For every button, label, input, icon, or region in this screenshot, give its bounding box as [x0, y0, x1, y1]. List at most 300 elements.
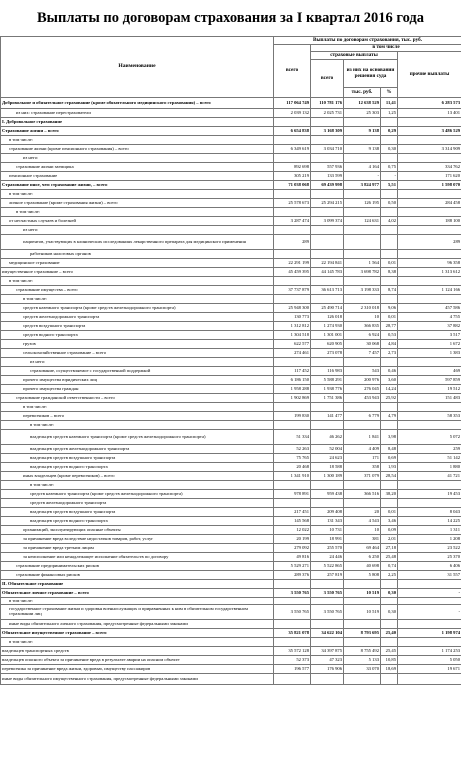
table-row — [1, 463, 461, 472]
row-value: 20 199 — [274, 535, 311, 544]
row-label: государственное страхование жизни и здоровья военнослужащих и приравненных к ним в обязательном государственном страховании лиц — [1, 605, 274, 620]
table-row — [1, 430, 461, 445]
row-value — [344, 499, 381, 508]
table-row — [1, 250, 461, 259]
row-value: 18 991 — [311, 535, 344, 544]
row-value: 358 — [344, 463, 381, 472]
row-value: 1 341 910 — [274, 472, 311, 481]
row-value: 25 578 673 — [274, 199, 311, 208]
table-row — [1, 638, 461, 647]
row-value — [311, 674, 344, 685]
row-label: страхование жизни (кроме пенсионного страхования) – всего — [1, 145, 274, 154]
row-label: иные виды обязательного имущественного страхования, предусмотренные федеральными законами — [1, 674, 274, 685]
row-value: 334 762 — [398, 163, 461, 172]
row-label: в том числе: — [1, 638, 274, 647]
row-value: 18,69 — [381, 665, 398, 674]
table-row — [1, 598, 461, 605]
row-value: 1 304 518 — [274, 331, 311, 340]
row-value: 381 — [344, 535, 381, 544]
row-value: 126 018 — [311, 313, 344, 322]
row-value — [344, 190, 381, 199]
row-value: 1 598 070 — [398, 181, 461, 190]
row-value — [311, 598, 344, 605]
row-value — [381, 620, 398, 629]
row-value — [311, 250, 344, 259]
row-value: 131 343 — [311, 517, 344, 526]
row-value: 19 512 — [398, 385, 461, 394]
row-label: владельцев опасного объекта за причинение вреда в результате аварии на опасном объекте — [1, 656, 274, 665]
row-value: 41 721 — [398, 472, 461, 481]
row-value — [381, 638, 398, 647]
row-value: 5 588 291 — [311, 376, 344, 385]
table-row — [1, 295, 461, 304]
row-value: 273 078 — [311, 349, 344, 358]
row-value: 7 457 — [344, 349, 381, 358]
row-value: 0,53 — [381, 331, 398, 340]
row-value: 6 779 — [344, 412, 381, 421]
row-value: 543 — [344, 367, 381, 376]
row-value: 305 219 — [274, 172, 311, 181]
row-value: 6 924 — [344, 331, 381, 340]
row-value — [398, 638, 461, 647]
row-value — [381, 403, 398, 412]
row-value: 892 698 — [274, 163, 311, 172]
row-value: 25 370 — [398, 553, 461, 562]
row-value: 3 517 — [398, 331, 461, 340]
row-label: страхование жизни заемщика — [1, 163, 274, 172]
row-value — [311, 190, 344, 199]
row-label: перевозчиков – всего — [1, 412, 274, 421]
row-value: 9 138 — [344, 145, 381, 154]
row-value: 3 550 765 — [311, 589, 344, 598]
row-value: 69 439 998 — [311, 181, 344, 190]
row-value: 2 025 731 — [311, 109, 344, 118]
row-label: Страхование жизни – всего — [1, 127, 274, 136]
row-value — [344, 136, 381, 145]
row-value: 52 373 — [274, 656, 311, 665]
row-value — [311, 499, 344, 508]
row-value — [381, 295, 398, 304]
row-label: из них: страхование перестрахователи — [1, 109, 274, 118]
table-row — [1, 499, 461, 508]
row-value: 51 334 — [274, 430, 311, 445]
row-value — [344, 421, 381, 430]
row-value: 469 — [398, 367, 461, 376]
row-label: в том числе: — [1, 598, 274, 605]
row-value: 3 287 474 — [274, 217, 311, 226]
row-value: 3 550 765 — [274, 605, 311, 620]
row-label: в том числе: — [1, 403, 274, 412]
table-row — [1, 349, 461, 358]
row-value — [381, 154, 398, 163]
row-label: владельцев средств водного транспорта — [1, 463, 274, 472]
row-label: за неисполнение или ненадлежащее исполнение обязательств по договору — [1, 553, 274, 562]
table-row — [1, 331, 461, 340]
row-value — [274, 421, 311, 430]
row-value: 151 483 — [398, 394, 461, 403]
row-value — [344, 208, 381, 217]
row-label: средств железнодорожного транспорта — [1, 313, 274, 322]
row-label: организаций, эксплуатирующих опасные объекты — [1, 526, 274, 535]
row-value: 3 550 765 — [274, 589, 311, 598]
table-row — [1, 526, 461, 535]
row-value: 141 477 — [311, 412, 344, 421]
row-label: страхование гражданской ответственности – всего — [1, 394, 274, 403]
table-row — [1, 580, 461, 589]
row-value: 28,54 — [381, 472, 398, 481]
row-value — [311, 154, 344, 163]
row-label: грузов — [1, 340, 274, 349]
header-court-rub: тыс. руб. — [344, 88, 381, 98]
row-value — [274, 358, 311, 367]
row-value: 4,02 — [381, 217, 398, 226]
table-row — [1, 226, 461, 235]
table-row — [1, 208, 461, 217]
row-value: 52 263 — [274, 445, 311, 454]
row-value: 5 522 865 — [311, 562, 344, 571]
row-value: 0,01 — [381, 313, 398, 322]
row-value: 22 194 841 — [311, 259, 344, 268]
row-value: 10 519 — [344, 605, 381, 620]
row-label: иные виды обязательного личного страхования, предусмотренные федеральными законами — [1, 620, 274, 629]
page-title: Выплаты по договорам страхования за I квартал 2016 года — [36, 9, 425, 26]
row-value: 289 — [398, 235, 461, 250]
row-value: 1 751 386 — [311, 394, 344, 403]
row-value: 200 976 — [344, 376, 381, 385]
table-row — [1, 385, 461, 394]
row-value: 110 781 176 — [311, 98, 344, 109]
row-value: 25 490 714 — [311, 304, 344, 313]
row-label: иных владельцев (кроме перевозчиков) – всего — [1, 472, 274, 481]
row-label: личное страхование (кроме страхования жизни) – всего — [1, 199, 274, 208]
row-value — [344, 620, 381, 629]
header-incl: в том числе — [311, 45, 461, 52]
row-value — [381, 674, 398, 685]
row-value: 188 100 — [398, 217, 461, 226]
row-value: 46 262 — [311, 430, 344, 445]
row-value: 124 631 — [344, 217, 381, 226]
header-other: прочие выплаты — [398, 52, 461, 98]
header-court-pct: % — [381, 88, 398, 98]
row-value: 14 225 — [398, 517, 461, 526]
row-value: 2,25 — [381, 571, 398, 580]
row-value — [311, 208, 344, 217]
table-row — [1, 553, 461, 562]
row-value — [274, 481, 311, 490]
row-value: 22 291 199 — [274, 259, 311, 268]
row-value — [381, 226, 398, 235]
table-row — [1, 98, 461, 109]
row-value: 255 570 — [311, 544, 344, 553]
row-value: 5,51 — [381, 181, 398, 190]
row-value: 25 303 — [344, 109, 381, 118]
row-value: 58 353 — [398, 412, 461, 421]
row-value — [398, 136, 461, 145]
row-label: страхование предпринимательских рисков — [1, 562, 274, 571]
row-value: 20 468 — [274, 463, 311, 472]
table-row — [1, 472, 461, 481]
table-row — [1, 259, 461, 268]
row-value — [381, 580, 398, 589]
row-value: 3 034 710 — [311, 145, 344, 154]
row-value: 959 438 — [311, 490, 344, 499]
row-value: 453 943 — [344, 394, 381, 403]
table-row — [1, 217, 461, 226]
row-label: владельцев средств железнодорожного транспорта — [1, 445, 274, 454]
row-value: 1 958 288 — [274, 385, 311, 394]
row-label: в том числе: — [1, 421, 274, 430]
row-value: 52 004 — [311, 445, 344, 454]
row-value: 1 174 253 — [398, 647, 461, 656]
row-value: 209 408 — [311, 508, 344, 517]
row-value — [381, 208, 398, 217]
row-label: из него: — [1, 154, 274, 163]
row-value — [398, 277, 461, 286]
row-value — [274, 638, 311, 647]
row-label: Страхование иное, чем страхование жизни, – всего — [1, 181, 274, 190]
table-row — [1, 304, 461, 313]
row-value: 3,60 — [381, 376, 398, 385]
row-label: владельцев средств наземного транспорта (кроме средств железнодорожного транспорта) — [1, 430, 274, 445]
row-value — [381, 235, 398, 250]
row-label: в том числе: — [1, 277, 274, 286]
row-label: страхование финансовых рисков — [1, 571, 274, 580]
row-value: 0,69 — [381, 454, 398, 463]
row-value — [311, 136, 344, 145]
row-label: в том числе: — [1, 190, 274, 199]
table-row — [1, 154, 461, 163]
row-value: 0,30 — [381, 605, 398, 620]
row-value: 12 022 — [274, 526, 311, 535]
row-label: владельцев средств воздушного транспорта — [1, 508, 274, 517]
row-value: 0,01 — [381, 508, 398, 517]
row-value: 25,92 — [381, 394, 398, 403]
row-value: 3 486 529 — [398, 127, 461, 136]
row-value — [311, 235, 344, 250]
table-row — [1, 322, 461, 331]
table-row — [1, 190, 461, 199]
row-label: Обязательное имущественное страхование – всего — [1, 629, 274, 638]
table-row — [1, 394, 461, 403]
row-value: 0,50 — [381, 199, 398, 208]
row-value: 30 068 — [344, 340, 381, 349]
row-value — [398, 295, 461, 304]
row-value — [398, 620, 461, 629]
row-value: 25,40 — [381, 629, 398, 638]
row-label: I. Добровольное страхование — [1, 118, 274, 127]
row-value — [274, 295, 311, 304]
table-row — [1, 421, 461, 430]
row-value: 14,24 — [381, 385, 398, 394]
row-value: 1 564 — [344, 259, 381, 268]
row-value: 1 198 974 — [398, 629, 461, 638]
row-value — [311, 620, 344, 629]
header-court: из них на основании решения суда — [344, 60, 398, 88]
row-value: 457 586 — [398, 304, 461, 313]
row-value: 8,48 — [381, 445, 398, 454]
table-row — [1, 286, 461, 295]
row-label: Добровольное и обязательное страхование (кроме обязательного медицинского страхования) – всего — [1, 98, 274, 109]
row-value: 257 819 — [311, 571, 344, 580]
row-label: II. Обязательное страхование — [1, 580, 274, 589]
table-row — [1, 544, 461, 553]
row-value: 196 577 — [274, 665, 311, 674]
row-value: 199 830 — [274, 412, 311, 421]
row-value: 35 821 078 — [274, 629, 311, 638]
row-value: 2,73 — [381, 349, 398, 358]
row-value: 1 311 — [398, 526, 461, 535]
row-value: 1 841 — [344, 430, 381, 445]
row-value: 274 461 — [274, 349, 311, 358]
row-value: 71 038 068 — [274, 181, 311, 190]
row-value — [381, 598, 398, 605]
row-value — [274, 208, 311, 217]
row-value: 5 133 — [344, 656, 381, 665]
row-label: пенсионное страхование — [1, 172, 274, 181]
row-value: 1 208 — [398, 535, 461, 544]
row-value — [311, 638, 344, 647]
header-name: Наименование — [1, 37, 274, 98]
table-row — [1, 508, 461, 517]
row-label: из него: — [1, 358, 274, 367]
row-value: 12 638 529 — [344, 98, 381, 109]
row-value: 116 983 — [311, 367, 344, 376]
row-value — [398, 226, 461, 235]
row-value — [398, 190, 461, 199]
table-row — [1, 454, 461, 463]
row-label: в том числе: — [1, 208, 274, 217]
row-value: 557 936 — [311, 163, 344, 172]
row-value: 27,18 — [381, 544, 398, 553]
row-value — [274, 620, 311, 629]
row-value: 4 543 — [344, 517, 381, 526]
row-value: 276 045 — [344, 385, 381, 394]
row-value: 8,38 — [381, 268, 398, 277]
row-value: 33 070 — [344, 665, 381, 674]
row-value: 130 773 — [274, 313, 311, 322]
row-value: 1 301 001 — [311, 331, 344, 340]
row-value: 34 622 104 — [311, 629, 344, 638]
table-row — [1, 535, 461, 544]
row-value: 4,79 — [381, 412, 398, 421]
row-value: 8 043 — [398, 508, 461, 517]
row-value: 279 092 — [274, 544, 311, 553]
row-value: 171 — [344, 454, 381, 463]
row-value: 8 755 492 — [344, 647, 381, 656]
row-value: 37 737 879 — [274, 286, 311, 295]
row-value: 620 905 — [311, 340, 344, 349]
row-value: - — [381, 172, 398, 181]
row-value — [381, 421, 398, 430]
row-value — [398, 598, 461, 605]
row-value: 19 671 — [398, 665, 461, 674]
row-value: - — [398, 589, 461, 598]
row-label: Обязательное личное страхование – всего — [1, 589, 274, 598]
row-value: 9,06 — [381, 304, 398, 313]
row-value: 1,93 — [381, 463, 398, 472]
row-value — [344, 277, 381, 286]
row-value: 3 314 909 — [398, 145, 461, 154]
row-label: сельскохозяйственное страхование – всего — [1, 349, 274, 358]
table-row — [1, 109, 461, 118]
row-value — [381, 277, 398, 286]
table-row — [1, 605, 461, 620]
row-value — [344, 250, 381, 259]
row-value — [274, 277, 311, 286]
row-value: 18 588 — [311, 463, 344, 472]
row-value — [274, 250, 311, 259]
row-value — [311, 403, 344, 412]
row-value: 38,20 — [381, 490, 398, 499]
table-row — [1, 562, 461, 571]
row-value: 6 186 150 — [274, 376, 311, 385]
table-row — [1, 589, 461, 598]
row-value — [274, 118, 311, 127]
row-value: 10,85 — [381, 656, 398, 665]
row-value: 10 731 — [311, 526, 344, 535]
row-value — [274, 226, 311, 235]
row-value — [311, 118, 344, 127]
row-label: в том числе: — [1, 481, 274, 490]
row-value: 28,77 — [381, 322, 398, 331]
row-value: 0,30 — [381, 145, 398, 154]
row-value: 5 808 — [344, 571, 381, 580]
row-value — [381, 118, 398, 127]
row-value: 6 283 573 — [398, 98, 461, 109]
row-label: средств наземного транспорта (кроме средств железнодорожного транспорта) — [1, 490, 274, 499]
row-value: 289 — [274, 235, 311, 250]
row-value: 45 459 395 — [274, 268, 311, 277]
table-row — [1, 445, 461, 454]
row-label: прочего имущества граждан — [1, 385, 274, 394]
row-value: 24 446 — [311, 553, 344, 562]
row-value: 171 620 — [398, 172, 461, 181]
table-row — [1, 571, 461, 580]
row-value: 1 902 869 — [274, 394, 311, 403]
row-value: 3,98 — [381, 430, 398, 445]
row-value: 4 755 — [398, 313, 461, 322]
row-value: 0,46 — [381, 367, 398, 376]
row-label: за причинение вреда третьим лицам — [1, 544, 274, 553]
row-value: 6 654 838 — [274, 127, 311, 136]
table-row — [1, 620, 461, 629]
row-value — [274, 190, 311, 199]
row-value — [398, 421, 461, 430]
table-row — [1, 172, 461, 181]
row-value — [398, 674, 461, 685]
table-row — [1, 358, 461, 367]
table-row — [1, 136, 461, 145]
row-value — [381, 250, 398, 259]
row-value: 25,48 — [381, 553, 398, 562]
table-row — [1, 145, 461, 154]
row-value: 6 406 — [398, 562, 461, 571]
row-value: 34 397 875 — [311, 647, 344, 656]
row-value: 3 168 309 — [311, 127, 344, 136]
row-label: страхование, осуществляемое с государственной поддержкой — [1, 367, 274, 376]
row-value: 10 — [344, 313, 381, 322]
row-value: 0,74 — [381, 562, 398, 571]
row-value: 145 568 — [274, 517, 311, 526]
row-label: медицинское страхование — [1, 259, 274, 268]
row-value — [311, 580, 344, 589]
row-value: 49 816 — [274, 553, 311, 562]
row-value: 0,30 — [381, 589, 398, 598]
row-value — [398, 118, 461, 127]
row-value — [274, 154, 311, 163]
row-value — [344, 226, 381, 235]
row-value: 176 906 — [311, 665, 344, 674]
